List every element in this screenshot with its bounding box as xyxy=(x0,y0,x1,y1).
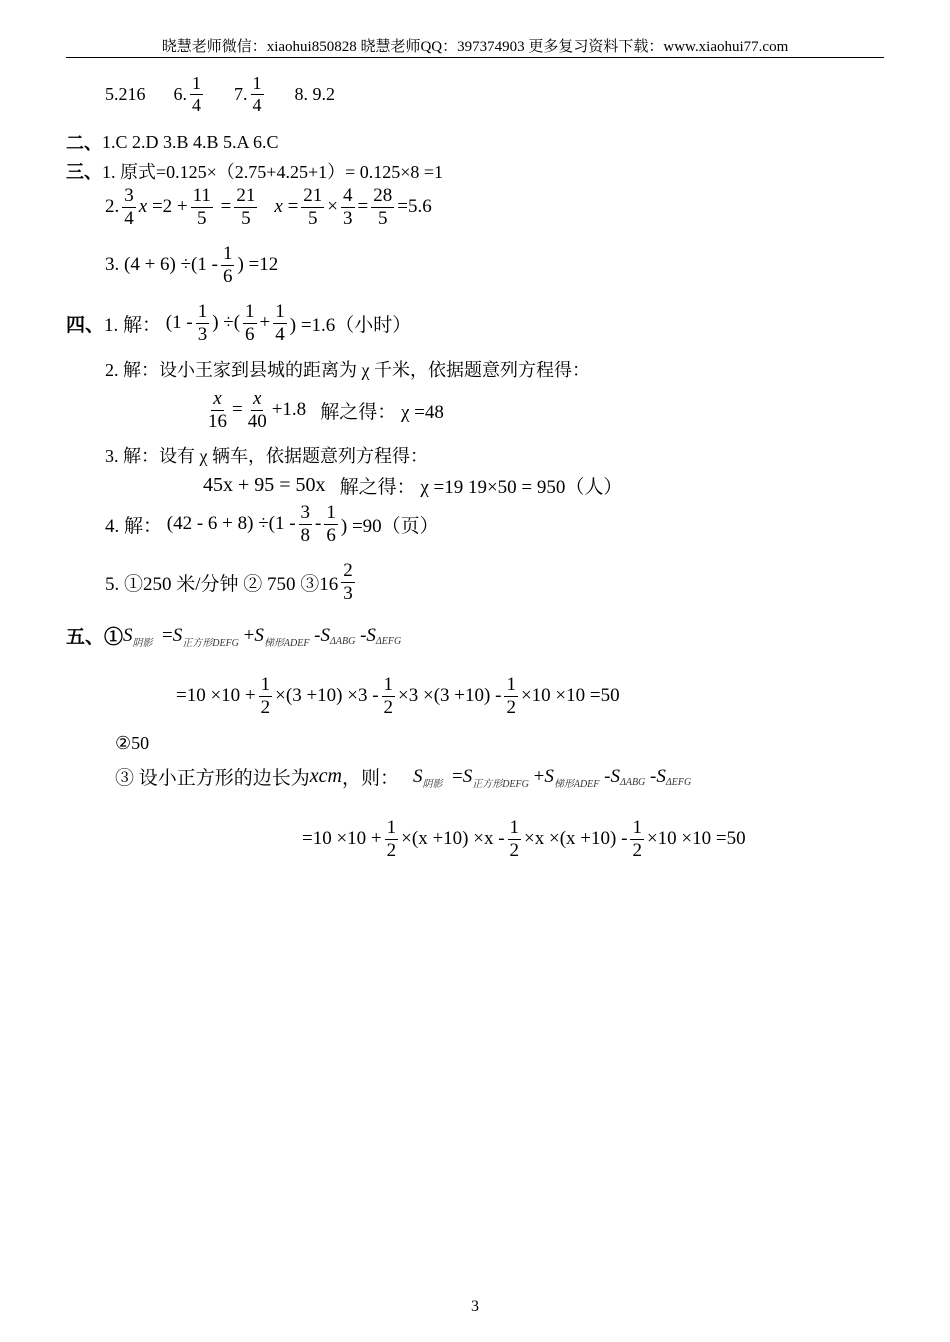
section-4-q2: 2. 解：设小王家到县城的距离为 χ 千米，依据题意列方程得： xyxy=(105,360,590,380)
fraction-1-4: $\frac{1}{4}$ xyxy=(252,73,262,115)
section-4-q1: 四、 1. 解： (1 - $\frac{1}{3}$ ) ÷( $\frac{1}{6}$ + $\frac{1}{4}$ ) =1.6（小时） xyxy=(66,301,412,345)
section-2-answers: 1.C 2.D 3.B 4.B 5.A 6.C xyxy=(102,131,279,152)
section-4-q3: 3. 解：设有 χ 辆车，依据题意列方程得： xyxy=(105,446,428,466)
section-4-q3-equation: 45x + 95 = 50x 解之得： χ =19 19×50 = 950（人） xyxy=(203,474,623,498)
answer-6-label: 6. xyxy=(173,83,187,104)
page-header: 晓慧老师微信：xiaohui850828 晓慧老师QQ：397374903 更多复习资料下载：www.xiaohui77.com xyxy=(161,39,789,55)
section-5-part-2: ②50 xyxy=(115,733,150,753)
answer-7-label: 7. xyxy=(234,83,248,104)
section-4-q4: 4. 解： (42 - 6 + 8) ÷(1 - $\frac{3}{8}$ - $\frac{1}{6}$ ) =90（页） xyxy=(105,502,439,546)
section-3-q3: 3. (4 + 6) ÷(1 - $\frac{1}{6}$ ) =12 xyxy=(105,243,279,287)
section-3-q1-text: 1. 原式=0.125×（2.75+4.25+1）= 0.125×8 =1 xyxy=(102,162,444,182)
section-2 xyxy=(66,129,279,155)
section-5-label: 五、① xyxy=(66,627,124,648)
header-rule xyxy=(66,57,884,58)
section-5-calc-2: =10 ×10 + $\frac{1}{2}$ ×(x +10) ×x - $\frac{1}{2}$ ×x ×(x +10) - $\frac{1}{2}$ ×10 ×10 =50 xyxy=(302,817,746,861)
section-5-formula: 五、① S 阴影 = S 正方形DEFG + S 梯形ADEF - S ΔABG - S ΔEFG xyxy=(66,622,401,649)
section-4-label: 四、 xyxy=(66,314,105,336)
answer-5: 5.216 xyxy=(105,83,146,104)
section-2-label: 二、 xyxy=(66,133,102,153)
page-number: 3 xyxy=(471,1298,479,1315)
section-5-part-3: ③ 设小正方形的边长为 xcm ，则： S 阴影 = S 正方形DEFG + S 梯形ADEF - S ΔABG - S ΔEFG xyxy=(115,765,692,790)
section-3-q1 xyxy=(66,158,443,184)
section-4-q5: 5. ①250 米/分钟 ② 750 ③16 $\frac{2}{3}$ xyxy=(105,560,353,604)
answers-5-8 xyxy=(105,74,335,115)
section-4-q2-equation: $\frac{x}{16}$ = $\frac{x}{40}$ +1.8 解之得： χ =48 xyxy=(208,388,444,432)
section-5-calc-1: =10 ×10 + $\frac{1}{2}$ ×(3 +10) ×3 - $\frac{1}{2}$ ×3 ×(3 +10) - $\frac{1}{2}$ ×10 ×10 =50 xyxy=(176,674,620,718)
section-3-q2: 2. $\frac{3}{4}$ x =2 + $\frac{11}{5}$ = $\frac{21}{5}$ x = $\frac{21}{5}$ × $\frac{4}{3}$ = $\frac{28}{5}$ =5.6 xyxy=(105,185,432,229)
section-3-label: 三、 xyxy=(66,162,102,182)
fraction-1-4: $\frac{1}{4}$ xyxy=(192,73,201,115)
answer-8: 8. 9.2 xyxy=(294,83,335,104)
